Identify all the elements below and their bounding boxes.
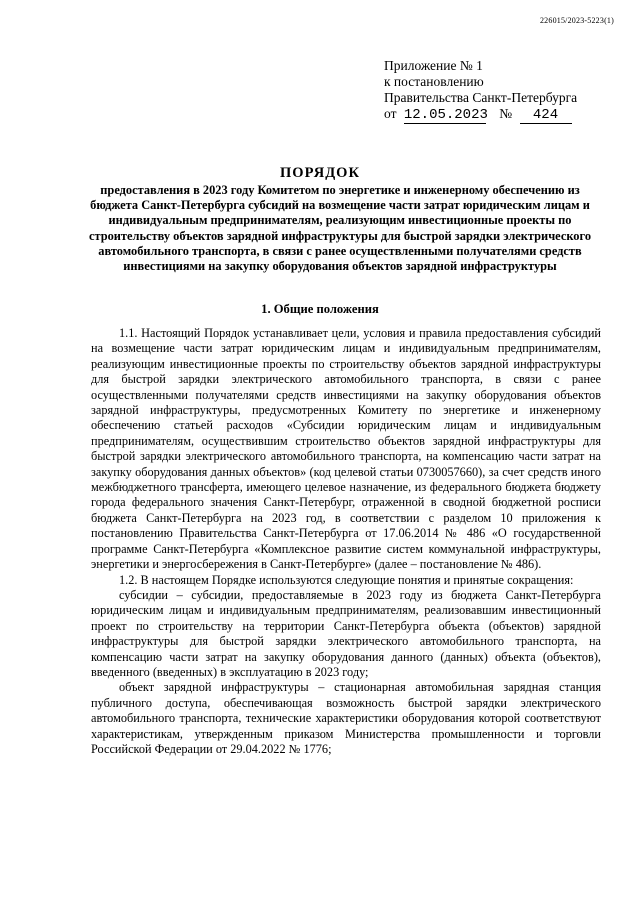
definition-charging-object: объект зарядной инфраструктуры – стационарная автомобильная зарядная станция публичного доступа, обеспечивающая возможность быстрой зарядки электрического автомобильного транспорта, технические характеристики оборудования которой соответствуют характеристикам, утвержденным приказом Министерства промышленности и торговли Российской Федерации от 29.04.2022 № 1776; bbox=[91, 680, 601, 756]
number-label: № bbox=[499, 106, 513, 121]
from-label: от bbox=[384, 106, 397, 121]
document-title: ПОРЯДОК bbox=[280, 165, 360, 181]
resolution-date: 12.05.2023 bbox=[403, 107, 488, 123]
paragraph-1-2: 1.2. В настоящем Порядке используются следующие понятия и принятые сокращения: bbox=[119, 572, 574, 587]
document-body bbox=[91, 326, 601, 757]
definition-subsidies: субсидии – субсидии, предоставляемые в 2023 году из бюджета Санкт-Петербурга юридическим лицам и индивидуальным предпринимателям, реализовавшим инвестиционный проект по строительству на территории Санкт-Петербурга объекта (объектов) зарядной инфраструктуры для быстрой зарядки электрического автомобильного транспорта, на компенсацию части затрат на закупку оборудования данного (данных) объекта (объектов), введенного (введенных) в эксплуатацию в 2023 году; bbox=[91, 587, 601, 679]
document-subtitle: предоставления в 2023 году Комитетом по энергетике и инженерному обеспечению из бюджета Санкт-Петербурга субсидий на возмещение части затрат юридическим лицам и индивидуальным предпринимателям, реализующим инвестиционные проекты по строительству объектов зарядной инфраструктуры для быстрой зарядки электрического автомобильного транспорта, в связи с ранее осуществленными получателями средств инвестициями на закупку оборудования объектов зарядной инфраструктуры bbox=[88, 183, 592, 274]
paragraph-1-1: 1.1. Настоящий Порядок устанавливает цели, условия и правила предоставления субсидий на возмещение части затрат юридическим лицам и индивидуальным предпринимателям, реализующим инвестиционные проекты по строительству объектов зарядной инфраструктуры для быстрой зарядки электрического автомобильного транспорта, в связи с ранее осуществленными получателями средств инвестициями на закупку оборудования объектов зарядной инфраструктуры, предусмотренных Комитету по энергетике и инженерному обеспечению статьей расходов «Субсидии юридическим лицам и индивидуальным предпринимателям, осуществившим строительство объектов зарядной инфраструктуры для быстрой зарядки электрического автомобильного транспорта, на компенсацию части затрат на закупку оборудования данных объектов» (код целевой статьи 0730057660), за счет средств иного межбюджетного трансферта, имеющего целевое назначение, из федерального бюджета бюджету города федерального значения Санкт-Петербург, отраженной в сводной бюджетной росписи бюджета Санкт-Петербурга на 2023 год, в соответствии с разделом 10 приложения к постановлению Правительства Санкт-Петербурга от 17.06.2014 № 486 «О государственной программе Санкт-Петербурга «Комплексное развитие систем коммунальной инфраструктуры, энергетики и энергосбережения в Санкт-Петербурге» (далее – постановление № 486). bbox=[91, 326, 601, 572]
appendix-line-2: к постановлению bbox=[384, 74, 484, 89]
document-id: 226015/2023-5223(1) bbox=[539, 16, 614, 25]
appendix-line-1: Приложение № 1 bbox=[384, 58, 483, 73]
appendix-date-line bbox=[384, 106, 577, 124]
section-heading: 1. Общие положения bbox=[261, 302, 379, 316]
appendix-block bbox=[384, 58, 577, 124]
resolution-number: 424 bbox=[520, 108, 572, 124]
appendix-line-3: Правительства Санкт-Петербурга bbox=[384, 90, 578, 105]
